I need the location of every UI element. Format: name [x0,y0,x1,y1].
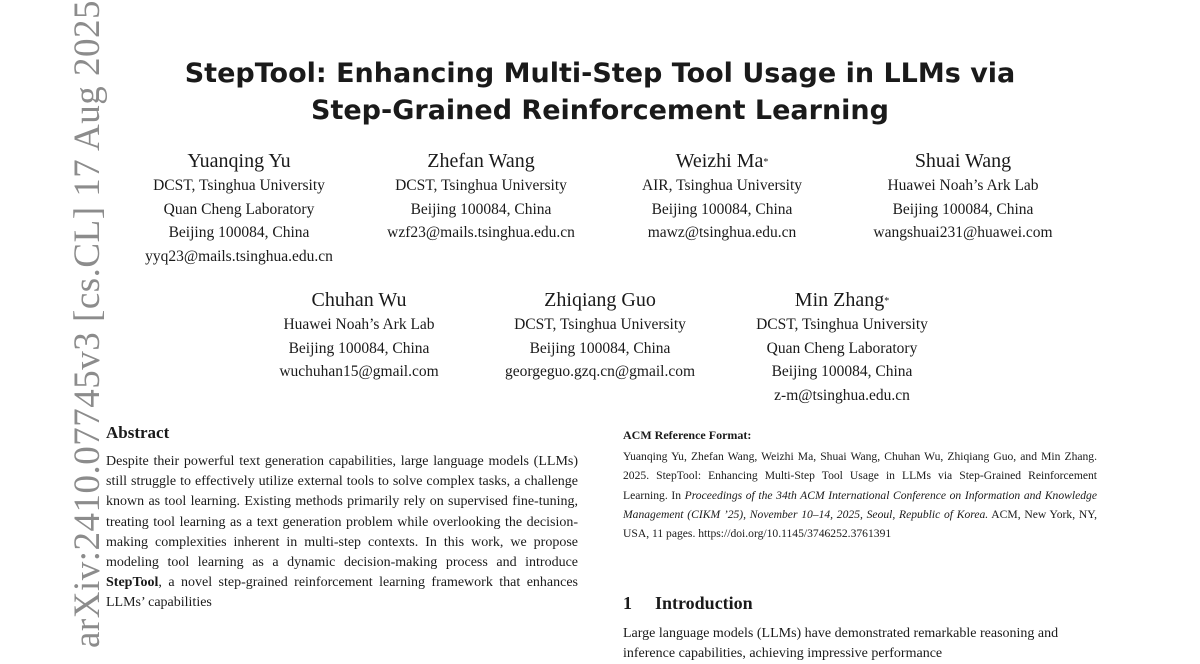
paper-title [100,55,1100,129]
author-email: wangshuai231@huawei.com [873,224,1053,241]
arxiv-stamp: arXiv:2410.07745v3 [cs.CL] 17 Aug 2025 [67,0,108,648]
author-block [597,148,847,245]
abstract-heading: Abstract [106,423,170,442]
author-email: z-m@tsinghua.edu.cn [774,386,910,404]
author-block [717,287,967,407]
author-affiliation: Quan Cheng Laboratory [163,200,315,218]
section-heading-introduction [623,593,753,614]
author-affiliation: Beijing 100084, China [771,363,913,380]
author-name: Min Zhang* [794,289,890,311]
author-name: Shuai Wang [914,150,1012,172]
author-block [838,148,1088,245]
author-affiliation: DCST, Tsinghua University [514,316,686,333]
author-affiliation: AIR, Tsinghua University [641,177,803,194]
author-email: wuchuhan15@gmail.com [279,363,439,380]
author-affiliation: Beijing 100084, China [410,200,552,218]
author-name: Zhiqiang Guo [544,289,656,311]
author-affiliation: Quan Cheng Laboratory [766,339,918,357]
author-email: georgeguo.gzq.cn@gmail.com [504,363,696,380]
section-number: 1 [623,593,632,613]
author-block [356,148,606,245]
author-name: Weizhi Ma* [675,150,769,172]
abstract-body: Despite their powerful text generation capabilities, large language models (LLMs) still struggle to effectively utilize external tools to solve complex tasks, a challenge known as tool learning. Existing methods primarily rely on supervised fine-tuning, treating tool learning as a text generation problem while overlooking the decision-making complexities inherent in multi-step contexts. In this work, we propose modeling tool learning as a dynamic decision-making process and introduce StepTool, a novel step-grained reinforcement learning framework that enhances LLMs’ capabilities [106,454,578,611]
author-block [234,287,484,384]
author-name: Chuhan Wu [311,289,407,311]
author-block [114,148,364,268]
author-affiliation: DCST, Tsinghua University [395,177,567,194]
authors-row-1 [0,148,1200,268]
title-line: Step-Grained Reinforcement Learning [311,95,889,126]
acm-reference-heading: ACM Reference Format: [623,428,752,442]
author-name: Zhefan Wang [427,150,535,172]
author-affiliation: Beijing 100084, China [892,200,1034,218]
author-affiliation: DCST, Tsinghua University [153,177,325,194]
author-email: yyq23@mails.tsinghua.edu.cn [145,247,333,265]
author-affiliation: Beijing 100084, China [168,224,310,241]
proceedings-venue: Proceedings of the 34th ACM International Conference on Information and Knowledge Management (CIKM ’25), November 10–14, 2025, Seoul, Republic of Korea. [623,488,1097,521]
author-email: wzf23@mails.tsinghua.edu.cn [387,224,575,241]
author-affiliation: Huawei Noah’s Ark Lab [283,316,435,333]
author-affiliation: DCST, Tsinghua University [756,316,928,333]
title-line: StepTool: Enhancing Multi-Step Tool Usage in LLMs via [184,58,1016,89]
acm-reference-body: Yuanqing Yu, Zhefan Wang, Weizhi Ma, Shuai Wang, Chuhan Wu, Zhiqiang Guo, and Min Zhang. 2025. StepTool: Enhancing Multi-Step Tool Usage in LLMs via Step-Grained Reinforcement Learning. In Proceedings of the 34th ACM International Conference on Information and Knowledge Management (CIKM ’25), November 10–14, 2025, Seoul, Republic of Korea. ACM, New York, NY, USA, 11 pages. https://doi.org/10.1145/3746252.3761391 [623,450,1097,541]
authors-row-2 [0,287,1200,407]
introduction-body: Large language models (LLMs) have demonstrated remarkable reasoning and inference capabilities, achieving impressive performance [623,626,1059,661]
author-name: Yuanqing Yu [187,150,291,172]
author-block [475,287,725,384]
author-email: mawz@tsinghua.edu.cn [647,224,797,241]
author-affiliation: Huawei Noah’s Ark Lab [887,177,1039,194]
section-title: Introduction [655,593,753,613]
method-name: StepTool [106,575,159,591]
author-affiliation: Beijing 100084, China [651,200,793,218]
author-affiliation: Beijing 100084, China [529,339,671,357]
author-affiliation: Beijing 100084, China [288,339,430,357]
